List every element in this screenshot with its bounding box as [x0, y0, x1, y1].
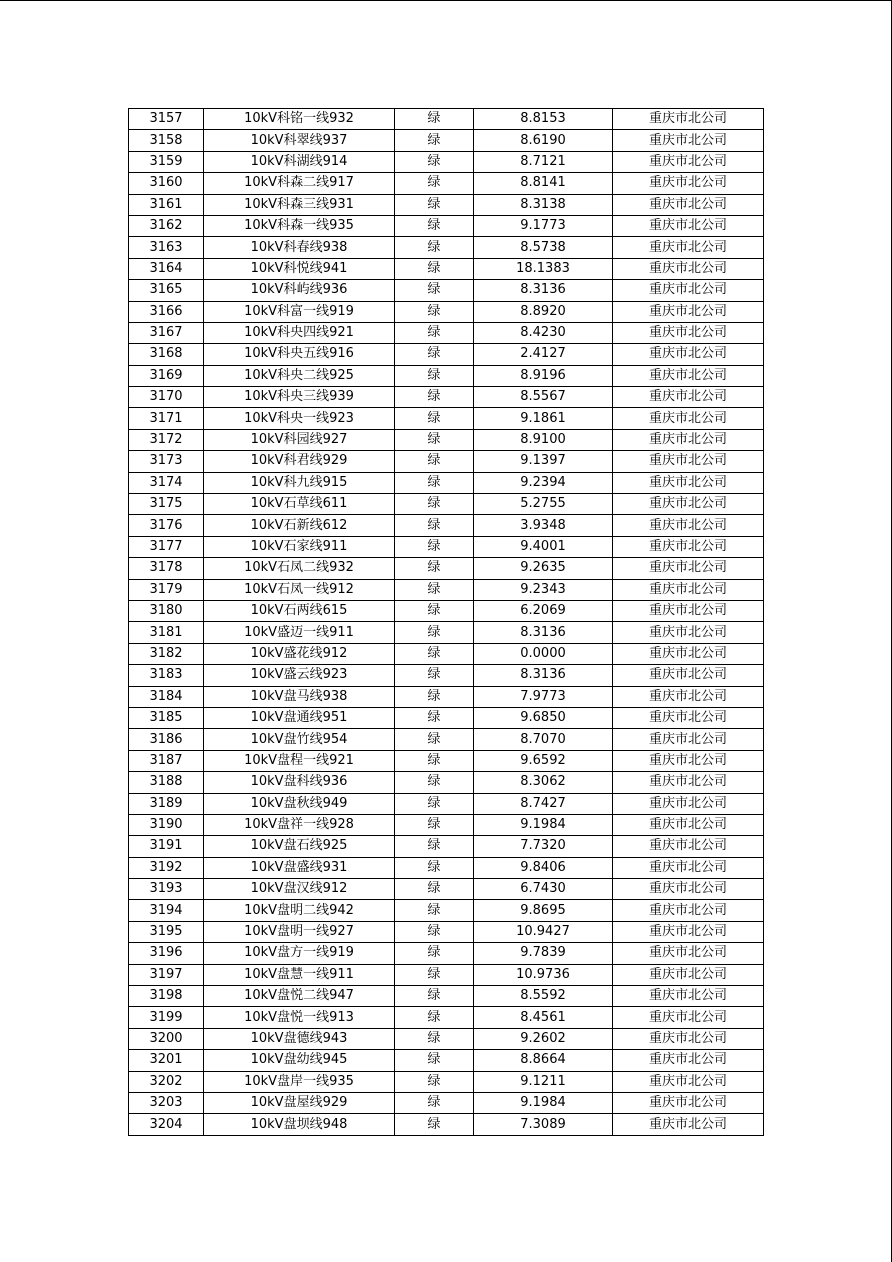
line-name-cell: 10kV科悦线941 [204, 258, 395, 279]
company-cell: 重庆市北公司 [613, 707, 764, 728]
value-cell: 9.2394 [474, 472, 613, 493]
company-cell: 重庆市北公司 [613, 772, 764, 793]
table-row [129, 558, 764, 579]
table-row [129, 622, 764, 643]
value-cell: 8.4230 [474, 322, 613, 343]
status-color-cell: 绿 [395, 429, 474, 450]
row-number-cell: 3163 [129, 237, 204, 258]
company-cell: 重庆市北公司 [613, 665, 764, 686]
line-name-cell: 10kV科翠线937 [204, 130, 395, 151]
row-number-cell: 3174 [129, 472, 204, 493]
status-color-cell: 绿 [395, 1092, 474, 1113]
row-number-cell: 3171 [129, 408, 204, 429]
value-cell: 0.0000 [474, 643, 613, 664]
status-color-cell: 绿 [395, 707, 474, 728]
table-body [129, 109, 764, 1136]
value-cell: 10.9736 [474, 964, 613, 985]
row-number-cell: 3172 [129, 429, 204, 450]
row-number-cell: 3178 [129, 558, 204, 579]
company-cell: 重庆市北公司 [613, 130, 764, 151]
row-number-cell: 3185 [129, 707, 204, 728]
row-number-cell: 3188 [129, 772, 204, 793]
table-row [129, 301, 764, 322]
company-cell: 重庆市北公司 [613, 515, 764, 536]
table-row [129, 643, 764, 664]
row-number-cell: 3164 [129, 258, 204, 279]
table-row [129, 451, 764, 472]
company-cell: 重庆市北公司 [613, 836, 764, 857]
value-cell: 8.5738 [474, 237, 613, 258]
company-cell: 重庆市北公司 [613, 643, 764, 664]
table-row [129, 665, 764, 686]
status-color-cell: 绿 [395, 900, 474, 921]
line-name-cell: 10kV盘科线936 [204, 772, 395, 793]
company-cell: 重庆市北公司 [613, 943, 764, 964]
row-number-cell: 3158 [129, 130, 204, 151]
table-row [129, 258, 764, 279]
row-number-cell: 3162 [129, 215, 204, 236]
row-number-cell: 3202 [129, 1071, 204, 1092]
value-cell: 9.6850 [474, 707, 613, 728]
company-cell: 重庆市北公司 [613, 429, 764, 450]
value-cell: 9.6592 [474, 750, 613, 771]
row-number-cell: 3165 [129, 280, 204, 301]
line-name-cell: 10kV盛迈一线911 [204, 622, 395, 643]
status-color-cell: 绿 [395, 301, 474, 322]
table-row [129, 857, 764, 878]
value-cell: 8.7070 [474, 729, 613, 750]
company-cell: 重庆市北公司 [613, 1092, 764, 1113]
row-number-cell: 3191 [129, 836, 204, 857]
line-name-cell: 10kV科央一线923 [204, 408, 395, 429]
value-cell: 8.4561 [474, 1007, 613, 1028]
row-number-cell: 3182 [129, 643, 204, 664]
row-number-cell: 3179 [129, 579, 204, 600]
status-color-cell: 绿 [395, 986, 474, 1007]
table-row [129, 387, 764, 408]
value-cell: 9.2343 [474, 579, 613, 600]
value-cell: 10.9427 [474, 921, 613, 942]
line-name-cell: 10kV盘程一线921 [204, 750, 395, 771]
company-cell: 重庆市北公司 [613, 387, 764, 408]
row-number-cell: 3192 [129, 857, 204, 878]
line-name-cell: 10kV科屿线936 [204, 280, 395, 301]
status-color-cell: 绿 [395, 408, 474, 429]
status-color-cell: 绿 [395, 1114, 474, 1135]
line-name-cell: 10kV盛云线923 [204, 665, 395, 686]
row-number-cell: 3194 [129, 900, 204, 921]
status-color-cell: 绿 [395, 558, 474, 579]
line-name-cell: 10kV石凤一线912 [204, 579, 395, 600]
company-cell: 重庆市北公司 [613, 900, 764, 921]
company-cell: 重庆市北公司 [613, 1028, 764, 1049]
value-cell: 7.7320 [474, 836, 613, 857]
table-row [129, 344, 764, 365]
value-cell: 8.9100 [474, 429, 613, 450]
company-cell: 重庆市北公司 [613, 579, 764, 600]
table-row [129, 109, 764, 130]
line-name-cell: 10kV盘幼线945 [204, 1050, 395, 1071]
table-row [129, 1028, 764, 1049]
value-cell: 9.1861 [474, 408, 613, 429]
table-row [129, 1007, 764, 1028]
status-color-cell: 绿 [395, 772, 474, 793]
status-color-cell: 绿 [395, 515, 474, 536]
line-name-cell: 10kV盘悦二线947 [204, 986, 395, 1007]
value-cell: 7.9773 [474, 686, 613, 707]
value-cell: 9.1984 [474, 1092, 613, 1113]
status-color-cell: 绿 [395, 943, 474, 964]
line-name-cell: 10kV盘祥一线928 [204, 814, 395, 835]
company-cell: 重庆市北公司 [613, 964, 764, 985]
value-cell: 6.2069 [474, 600, 613, 621]
status-color-cell: 绿 [395, 1028, 474, 1049]
line-name-cell: 10kV科铭一线932 [204, 109, 395, 130]
table-row [129, 879, 764, 900]
row-number-cell: 3176 [129, 515, 204, 536]
value-cell: 8.3136 [474, 280, 613, 301]
status-color-cell: 绿 [395, 600, 474, 621]
value-cell: 5.2755 [474, 494, 613, 515]
table-row [129, 1114, 764, 1135]
table-row [129, 1050, 764, 1071]
value-cell: 9.2602 [474, 1028, 613, 1049]
company-cell: 重庆市北公司 [613, 536, 764, 557]
company-cell: 重庆市北公司 [613, 1007, 764, 1028]
row-number-cell: 3167 [129, 322, 204, 343]
value-cell: 8.7427 [474, 793, 613, 814]
row-number-cell: 3187 [129, 750, 204, 771]
table-row [129, 1092, 764, 1113]
line-name-cell: 10kV盘秋线949 [204, 793, 395, 814]
company-cell: 重庆市北公司 [613, 301, 764, 322]
company-cell: 重庆市北公司 [613, 194, 764, 215]
row-number-cell: 3170 [129, 387, 204, 408]
company-cell: 重庆市北公司 [613, 622, 764, 643]
company-cell: 重庆市北公司 [613, 686, 764, 707]
status-color-cell: 绿 [395, 258, 474, 279]
value-cell: 6.7430 [474, 879, 613, 900]
row-number-cell: 3177 [129, 536, 204, 557]
row-number-cell: 3184 [129, 686, 204, 707]
table-row [129, 964, 764, 985]
company-cell: 重庆市北公司 [613, 1050, 764, 1071]
value-cell: 9.8695 [474, 900, 613, 921]
company-cell: 重庆市北公司 [613, 750, 764, 771]
line-name-cell: 10kV科富一线919 [204, 301, 395, 322]
company-cell: 重庆市北公司 [613, 280, 764, 301]
value-cell: 18.1383 [474, 258, 613, 279]
value-cell: 3.9348 [474, 515, 613, 536]
value-cell: 2.4127 [474, 344, 613, 365]
row-number-cell: 3204 [129, 1114, 204, 1135]
company-cell: 重庆市北公司 [613, 365, 764, 386]
row-number-cell: 3180 [129, 600, 204, 621]
row-number-cell: 3196 [129, 943, 204, 964]
line-name-cell: 10kV盛花线912 [204, 643, 395, 664]
line-name-cell: 10kV盘方一线919 [204, 943, 395, 964]
line-name-cell: 10kV科君线929 [204, 451, 395, 472]
value-cell: 8.5567 [474, 387, 613, 408]
row-number-cell: 3175 [129, 494, 204, 515]
status-color-cell: 绿 [395, 1050, 474, 1071]
value-cell: 8.8664 [474, 1050, 613, 1071]
company-cell: 重庆市北公司 [613, 451, 764, 472]
table-row [129, 686, 764, 707]
company-cell: 重庆市北公司 [613, 558, 764, 579]
status-color-cell: 绿 [395, 729, 474, 750]
status-color-cell: 绿 [395, 686, 474, 707]
line-name-cell: 10kV盘明二线942 [204, 900, 395, 921]
value-cell: 9.1397 [474, 451, 613, 472]
status-color-cell: 绿 [395, 194, 474, 215]
line-name-cell: 10kV科森一线935 [204, 215, 395, 236]
status-color-cell: 绿 [395, 237, 474, 258]
value-cell: 8.8153 [474, 109, 613, 130]
company-cell: 重庆市北公司 [613, 472, 764, 493]
row-number-cell: 3159 [129, 151, 204, 172]
status-color-cell: 绿 [395, 857, 474, 878]
table-row [129, 280, 764, 301]
line-name-cell: 10kV盘岸一线935 [204, 1071, 395, 1092]
line-name-cell: 10kV石草线611 [204, 494, 395, 515]
company-cell: 重庆市北公司 [613, 921, 764, 942]
line-name-cell: 10kV科央二线925 [204, 365, 395, 386]
row-number-cell: 3195 [129, 921, 204, 942]
company-cell: 重庆市北公司 [613, 237, 764, 258]
company-cell: 重庆市北公司 [613, 494, 764, 515]
value-cell: 8.7121 [474, 151, 613, 172]
row-number-cell: 3160 [129, 173, 204, 194]
value-cell: 8.3138 [474, 194, 613, 215]
line-name-cell: 10kV盘马线938 [204, 686, 395, 707]
row-number-cell: 3173 [129, 451, 204, 472]
table-row [129, 237, 764, 258]
value-cell: 9.2635 [474, 558, 613, 579]
status-color-cell: 绿 [395, 964, 474, 985]
table-row [129, 322, 764, 343]
value-cell: 8.3062 [474, 772, 613, 793]
row-number-cell: 3186 [129, 729, 204, 750]
table-row [129, 579, 764, 600]
line-name-cell: 10kV盘盛线931 [204, 857, 395, 878]
row-number-cell: 3199 [129, 1007, 204, 1028]
status-color-cell: 绿 [395, 280, 474, 301]
value-cell: 8.3136 [474, 665, 613, 686]
table-row [129, 921, 764, 942]
value-cell: 9.4001 [474, 536, 613, 557]
line-name-cell: 10kV石凤二线932 [204, 558, 395, 579]
company-cell: 重庆市北公司 [613, 986, 764, 1007]
status-color-cell: 绿 [395, 130, 474, 151]
line-name-cell: 10kV石家线911 [204, 536, 395, 557]
status-color-cell: 绿 [395, 451, 474, 472]
line-name-cell: 10kV科央三线939 [204, 387, 395, 408]
company-cell: 重庆市北公司 [613, 151, 764, 172]
value-cell: 8.8920 [474, 301, 613, 322]
line-name-cell: 10kV盘汉线912 [204, 879, 395, 900]
table-row [129, 194, 764, 215]
status-color-cell: 绿 [395, 643, 474, 664]
table-row [129, 215, 764, 236]
line-name-cell: 10kV科湖线914 [204, 151, 395, 172]
table-row [129, 494, 764, 515]
status-color-cell: 绿 [395, 879, 474, 900]
row-number-cell: 3166 [129, 301, 204, 322]
company-cell: 重庆市北公司 [613, 109, 764, 130]
value-cell: 8.6190 [474, 130, 613, 151]
status-color-cell: 绿 [395, 814, 474, 835]
status-color-cell: 绿 [395, 836, 474, 857]
status-color-cell: 绿 [395, 579, 474, 600]
status-color-cell: 绿 [395, 387, 474, 408]
status-color-cell: 绿 [395, 750, 474, 771]
status-color-cell: 绿 [395, 665, 474, 686]
table-row [129, 600, 764, 621]
company-cell: 重庆市北公司 [613, 857, 764, 878]
status-color-cell: 绿 [395, 173, 474, 194]
table-row [129, 900, 764, 921]
row-number-cell: 3197 [129, 964, 204, 985]
row-number-cell: 3189 [129, 793, 204, 814]
line-name-cell: 10kV盘坝线948 [204, 1114, 395, 1135]
table-row [129, 1071, 764, 1092]
status-color-cell: 绿 [395, 536, 474, 557]
value-cell: 9.7839 [474, 943, 613, 964]
status-color-cell: 绿 [395, 215, 474, 236]
company-cell: 重庆市北公司 [613, 1071, 764, 1092]
status-color-cell: 绿 [395, 494, 474, 515]
table-row [129, 536, 764, 557]
line-name-cell: 10kV盘慧一线911 [204, 964, 395, 985]
line-name-cell: 10kV石新线612 [204, 515, 395, 536]
line-name-cell: 10kV科森二线917 [204, 173, 395, 194]
line-name-cell: 10kV盘石线925 [204, 836, 395, 857]
table-row [129, 986, 764, 1007]
table-row [129, 408, 764, 429]
line-name-cell: 10kV盘德线943 [204, 1028, 395, 1049]
row-number-cell: 3168 [129, 344, 204, 365]
line-name-cell: 10kV盘竹线954 [204, 729, 395, 750]
company-cell: 重庆市北公司 [613, 258, 764, 279]
line-name-cell: 10kV科央四线921 [204, 322, 395, 343]
row-number-cell: 3161 [129, 194, 204, 215]
status-color-cell: 绿 [395, 344, 474, 365]
table-row [129, 429, 764, 450]
company-cell: 重庆市北公司 [613, 408, 764, 429]
company-cell: 重庆市北公司 [613, 344, 764, 365]
row-number-cell: 3203 [129, 1092, 204, 1113]
status-color-cell: 绿 [395, 365, 474, 386]
line-name-cell: 10kV科森三线931 [204, 194, 395, 215]
row-number-cell: 3193 [129, 879, 204, 900]
line-name-cell: 10kV盘通线951 [204, 707, 395, 728]
line-name-cell: 10kV科九线915 [204, 472, 395, 493]
company-cell: 重庆市北公司 [613, 793, 764, 814]
status-color-cell: 绿 [395, 1071, 474, 1092]
company-cell: 重庆市北公司 [613, 600, 764, 621]
table-row [129, 836, 764, 857]
table-row [129, 173, 764, 194]
row-number-cell: 3190 [129, 814, 204, 835]
value-cell: 9.1984 [474, 814, 613, 835]
line-name-cell: 10kV石两线615 [204, 600, 395, 621]
table-row [129, 772, 764, 793]
value-cell: 8.8141 [474, 173, 613, 194]
table-row [129, 814, 764, 835]
status-color-cell: 绿 [395, 151, 474, 172]
table-row [129, 943, 764, 964]
company-cell: 重庆市北公司 [613, 322, 764, 343]
company-cell: 重庆市北公司 [613, 879, 764, 900]
line-name-cell: 10kV科春线938 [204, 237, 395, 258]
value-cell: 8.5592 [474, 986, 613, 1007]
table-row [129, 472, 764, 493]
table-row [129, 151, 764, 172]
table-row [129, 365, 764, 386]
table-row [129, 793, 764, 814]
value-cell: 9.1211 [474, 1071, 613, 1092]
row-number-cell: 3183 [129, 665, 204, 686]
page-top-border [0, 0, 892, 1]
line-name-cell: 10kV盘明一线927 [204, 921, 395, 942]
table-row [129, 729, 764, 750]
table-row [129, 707, 764, 728]
table-row [129, 515, 764, 536]
company-cell: 重庆市北公司 [613, 729, 764, 750]
status-color-cell: 绿 [395, 793, 474, 814]
line-name-cell: 10kV盘悦一线913 [204, 1007, 395, 1028]
row-number-cell: 3200 [129, 1028, 204, 1049]
value-cell: 9.1773 [474, 215, 613, 236]
row-number-cell: 3181 [129, 622, 204, 643]
row-number-cell: 3169 [129, 365, 204, 386]
company-cell: 重庆市北公司 [613, 1114, 764, 1135]
line-name-cell: 10kV盘屋线929 [204, 1092, 395, 1113]
line-name-cell: 10kV科园线927 [204, 429, 395, 450]
company-cell: 重庆市北公司 [613, 814, 764, 835]
row-number-cell: 3201 [129, 1050, 204, 1071]
row-number-cell: 3157 [129, 109, 204, 130]
status-color-cell: 绿 [395, 322, 474, 343]
value-cell: 9.8406 [474, 857, 613, 878]
status-color-cell: 绿 [395, 622, 474, 643]
line-name-cell: 10kV科央五线916 [204, 344, 395, 365]
company-cell: 重庆市北公司 [613, 215, 764, 236]
value-cell: 8.9196 [474, 365, 613, 386]
row-number-cell: 3198 [129, 986, 204, 1007]
status-color-cell: 绿 [395, 921, 474, 942]
status-color-cell: 绿 [395, 1007, 474, 1028]
company-cell: 重庆市北公司 [613, 173, 764, 194]
status-color-cell: 绿 [395, 472, 474, 493]
table-row [129, 130, 764, 151]
table-row [129, 750, 764, 771]
value-cell: 7.3089 [474, 1114, 613, 1135]
status-color-cell: 绿 [395, 109, 474, 130]
feeder-data-table [128, 108, 764, 1136]
value-cell: 8.3136 [474, 622, 613, 643]
